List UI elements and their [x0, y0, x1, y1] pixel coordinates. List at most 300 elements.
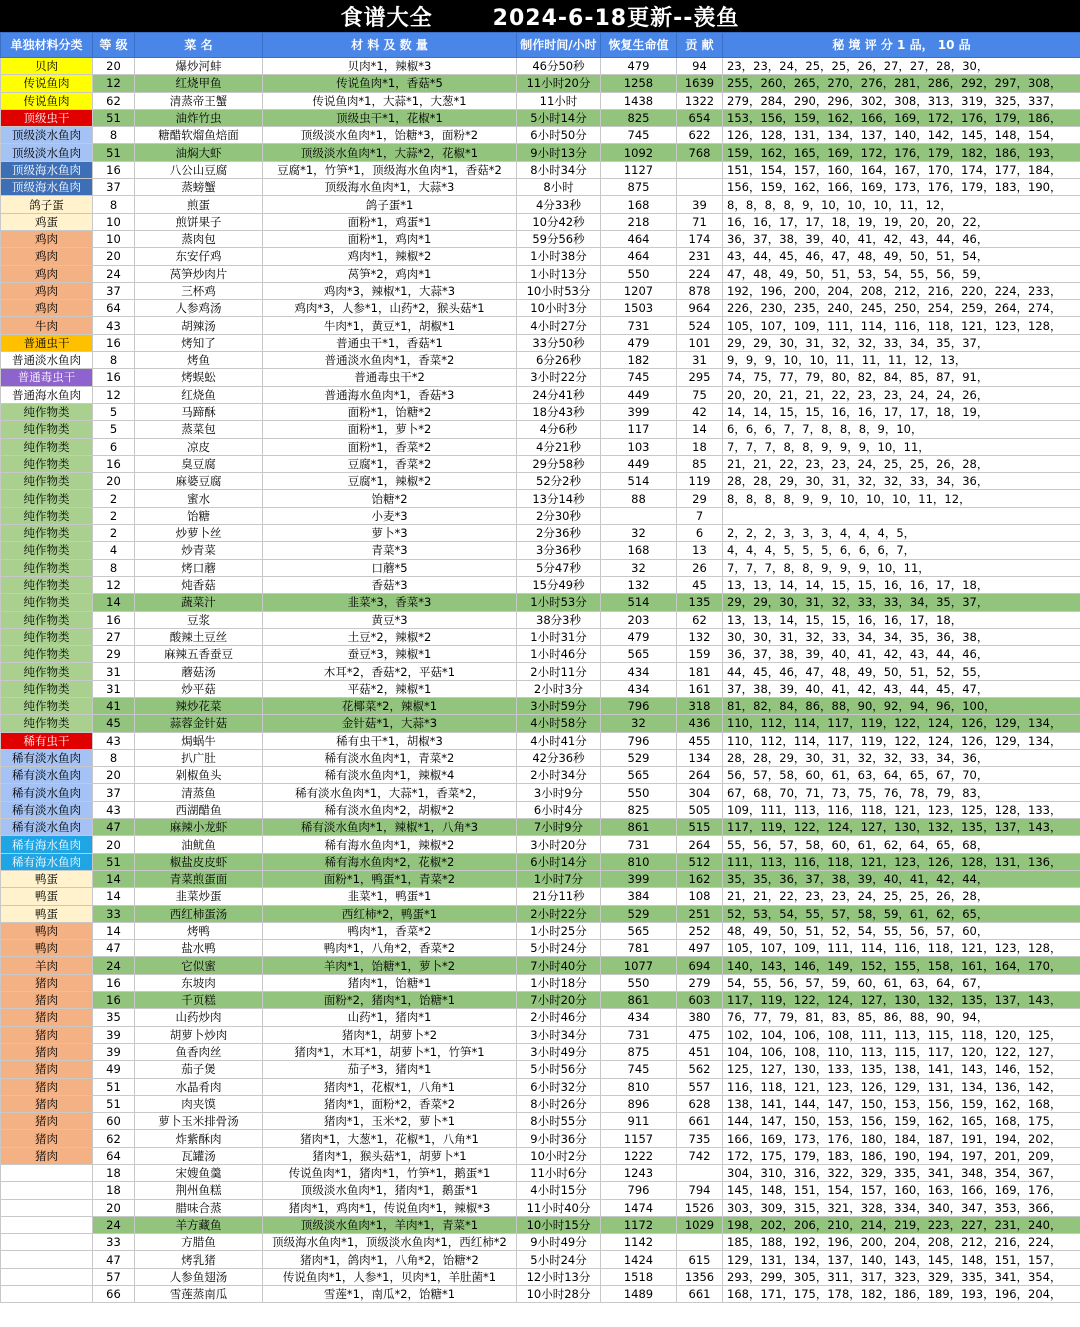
cell-contribution[interactable]: 13: [677, 542, 723, 559]
cell-time[interactable]: 46分50秒: [517, 58, 601, 75]
cell-dish[interactable]: 剁椒鱼头: [135, 767, 263, 784]
cell-time[interactable]: 4分21秒: [517, 438, 601, 455]
cell-dish[interactable]: 蒸螃蟹: [135, 179, 263, 196]
cell-hp[interactable]: 1127: [601, 161, 677, 178]
cell-level[interactable]: 29: [93, 646, 135, 663]
cell-dish[interactable]: 炒萝卜丝: [135, 525, 263, 542]
cell-category[interactable]: [1, 1268, 93, 1285]
cell-score[interactable]: 116，118，121，123，126，129，131，134，136，142，: [723, 1078, 1080, 1095]
cell-contribution[interactable]: 742: [677, 1147, 723, 1164]
cell-score[interactable]: 166，169，173，176，180，184，187，191，194，202，: [723, 1130, 1080, 1147]
cell-contribution[interactable]: 694: [677, 957, 723, 974]
cell-score[interactable]: 159，162，165，169，172，176，179，182，186，193，: [723, 144, 1080, 161]
cell-dish[interactable]: 煎蛋: [135, 196, 263, 213]
cell-dish[interactable]: 油鱿鱼: [135, 836, 263, 853]
cell-materials[interactable]: 豆腐*1，辣椒*2: [263, 473, 517, 490]
cell-score[interactable]: 2，2，2，3，3，3，4，4，4，5，: [723, 525, 1080, 542]
cell-hp[interactable]: 117: [601, 421, 677, 438]
cell-score[interactable]: 117，119，122，124，127，130，132，135，137，143，: [723, 992, 1080, 1009]
cell-hp[interactable]: 1258: [601, 75, 677, 92]
cell-materials[interactable]: 木耳*2，香菇*2，平菇*1: [263, 663, 517, 680]
cell-hp[interactable]: 203: [601, 611, 677, 628]
cell-contribution[interactable]: 654: [677, 109, 723, 126]
cell-dish[interactable]: 萝卜玉米排骨汤: [135, 1113, 263, 1130]
cell-materials[interactable]: 鸭肉*1，八角*2，香菜*2: [263, 940, 517, 957]
cell-category[interactable]: 传说鱼肉: [1, 75, 93, 92]
cell-category[interactable]: 鸡肉: [1, 265, 93, 282]
cell-hp[interactable]: 861: [601, 819, 677, 836]
cell-dish[interactable]: 宋嫂鱼羹: [135, 1165, 263, 1182]
cell-time[interactable]: 59分56秒: [517, 230, 601, 247]
cell-dish[interactable]: 烤知了: [135, 334, 263, 351]
cell-contribution[interactable]: 661: [677, 1113, 723, 1130]
cell-materials[interactable]: 猪肉*1，大葱*1，花椒*1，八角*1: [263, 1130, 517, 1147]
cell-time[interactable]: 52分2秒: [517, 473, 601, 490]
cell-hp[interactable]: 1157: [601, 1130, 677, 1147]
cell-hp[interactable]: 479: [601, 334, 677, 351]
cell-materials[interactable]: 贝肉*1，辣椒*3: [263, 58, 517, 75]
cell-time[interactable]: 6小时14分: [517, 853, 601, 870]
cell-dish[interactable]: 炸紫酥肉: [135, 1130, 263, 1147]
cell-materials[interactable]: 普通毒虫干*2: [263, 369, 517, 386]
cell-contribution[interactable]: 497: [677, 940, 723, 957]
cell-category[interactable]: 纯作物类: [1, 490, 93, 507]
cell-dish[interactable]: 莴笋炒肉片: [135, 265, 263, 282]
cell-score[interactable]: 110，112，114，117，119，122，124，126，129，134，: [723, 715, 1080, 732]
cell-hp[interactable]: 1092: [601, 144, 677, 161]
cell-score[interactable]: 102，104，106，108，111，113，115，118，120，125，: [723, 1026, 1080, 1043]
cell-hp[interactable]: 810: [601, 853, 677, 870]
cell-time[interactable]: 11小时40分: [517, 1199, 601, 1216]
cell-hp[interactable]: 514: [601, 594, 677, 611]
cell-time[interactable]: 3小时9分: [517, 784, 601, 801]
cell-score[interactable]: 43，44，45，46，47，48，49，50，51，54，: [723, 248, 1080, 265]
cell-dish[interactable]: 麻辣小龙虾: [135, 819, 263, 836]
cell-score[interactable]: 13，13，14，15，15，16，16，17，18，: [723, 611, 1080, 628]
cell-dish[interactable]: 方腊鱼: [135, 1234, 263, 1251]
cell-time[interactable]: 5小时14分: [517, 109, 601, 126]
cell-time[interactable]: 1小时38分: [517, 248, 601, 265]
cell-category[interactable]: 纯作物类: [1, 438, 93, 455]
cell-time[interactable]: 10小时28分: [517, 1286, 601, 1303]
cell-materials[interactable]: 传说鱼肉*1，香菇*5: [263, 75, 517, 92]
cell-materials[interactable]: 普通虫干*1，香菇*1: [263, 334, 517, 351]
cell-materials[interactable]: 茄子*3，猪肉*1: [263, 1061, 517, 1078]
cell-contribution[interactable]: 562: [677, 1061, 723, 1078]
cell-materials[interactable]: 稀有淡水鱼肉*1，辣椒*4: [263, 767, 517, 784]
cell-contribution[interactable]: 101: [677, 334, 723, 351]
cell-time[interactable]: 21分11秒: [517, 888, 601, 905]
cell-dish[interactable]: 扒广肚: [135, 749, 263, 766]
cell-contribution[interactable]: 661: [677, 1286, 723, 1303]
cell-dish[interactable]: 凉皮: [135, 438, 263, 455]
cell-category[interactable]: 稀有海水鱼肉: [1, 853, 93, 870]
cell-hp[interactable]: 32: [601, 559, 677, 576]
cell-level[interactable]: 37: [93, 179, 135, 196]
cell-hp[interactable]: 550: [601, 974, 677, 991]
cell-time[interactable]: 9小时13分: [517, 144, 601, 161]
cell-contribution[interactable]: [677, 161, 723, 178]
cell-score[interactable]: 21，21，22，23，23，24，25，25，26，28，: [723, 455, 1080, 472]
cell-time[interactable]: 4小时15分: [517, 1182, 601, 1199]
cell-level[interactable]: 20: [93, 58, 135, 75]
cell-hp[interactable]: 399: [601, 403, 677, 420]
cell-materials[interactable]: 西红柿*2，鸭蛋*1: [263, 905, 517, 922]
cell-dish[interactable]: 麻辣五香蚕豆: [135, 646, 263, 663]
cell-contribution[interactable]: 1639: [677, 75, 723, 92]
cell-score[interactable]: 168，171，175，178，182，186，189，193，196，204，: [723, 1286, 1080, 1303]
cell-category[interactable]: 纯作物类: [1, 611, 93, 628]
cell-materials[interactable]: 顶级海水鱼肉*1，顶级淡水鱼肉*1，西红柿*2: [263, 1234, 517, 1251]
cell-time[interactable]: 11小时6分: [517, 1165, 601, 1182]
cell-contribution[interactable]: 181: [677, 663, 723, 680]
cell-level[interactable]: 60: [93, 1113, 135, 1130]
cell-materials[interactable]: 面粉*2，猪肉*1，饴糖*1: [263, 992, 517, 1009]
cell-dish[interactable]: 山药炒肉: [135, 1009, 263, 1026]
cell-time[interactable]: 1小时13分: [517, 265, 601, 282]
cell-level[interactable]: 18: [93, 1182, 135, 1199]
cell-score[interactable]: 35，35，36，37，38，39，40，41，42，44，: [723, 870, 1080, 887]
cell-dish[interactable]: 焗蜗牛: [135, 732, 263, 749]
cell-dish[interactable]: 烤乳猪: [135, 1251, 263, 1268]
cell-score[interactable]: 126，128，131，134，137，140，142，145，148，154，: [723, 127, 1080, 144]
cell-category[interactable]: 鸭肉: [1, 940, 93, 957]
cell-level[interactable]: 20: [93, 473, 135, 490]
cell-hp[interactable]: 1077: [601, 957, 677, 974]
cell-time[interactable]: 15分49秒: [517, 576, 601, 593]
cell-category[interactable]: [1, 1165, 93, 1182]
cell-level[interactable]: 2: [93, 490, 135, 507]
cell-contribution[interactable]: 159: [677, 646, 723, 663]
cell-score[interactable]: 105，107，109，111，114，116，118，121，123，128，: [723, 940, 1080, 957]
cell-hp[interactable]: 529: [601, 749, 677, 766]
cell-time[interactable]: 6小时50分: [517, 127, 601, 144]
cell-hp[interactable]: 745: [601, 369, 677, 386]
cell-contribution[interactable]: 794: [677, 1182, 723, 1199]
cell-dish[interactable]: 荆州鱼糕: [135, 1182, 263, 1199]
cell-dish[interactable]: 蜜水: [135, 490, 263, 507]
cell-contribution[interactable]: 380: [677, 1009, 723, 1026]
cell-dish[interactable]: 饴糖: [135, 507, 263, 524]
cell-level[interactable]: 20: [93, 767, 135, 784]
cell-materials[interactable]: 青菜*3: [263, 542, 517, 559]
cell-hp[interactable]: 875: [601, 1043, 677, 1060]
cell-level[interactable]: 14: [93, 870, 135, 887]
cell-dish[interactable]: 爆炒河蚌: [135, 58, 263, 75]
cell-category[interactable]: [1, 1182, 93, 1199]
cell-category[interactable]: 纯作物类: [1, 680, 93, 697]
cell-hp[interactable]: 103: [601, 438, 677, 455]
cell-level[interactable]: 27: [93, 628, 135, 645]
cell-hp[interactable]: 745: [601, 1061, 677, 1078]
cell-category[interactable]: 普通海水鱼肉: [1, 386, 93, 403]
cell-time[interactable]: 10小时15分: [517, 1216, 601, 1233]
cell-contribution[interactable]: 436: [677, 715, 723, 732]
cell-time[interactable]: 2分36秒: [517, 525, 601, 542]
cell-contribution[interactable]: 132: [677, 628, 723, 645]
cell-contribution[interactable]: 224: [677, 265, 723, 282]
cell-level[interactable]: 20: [93, 836, 135, 853]
cell-score[interactable]: 52，53，54，55，57，58，59，61，62，65，: [723, 905, 1080, 922]
cell-contribution[interactable]: 603: [677, 992, 723, 1009]
cell-materials[interactable]: 鸭肉*1，香菜*2: [263, 922, 517, 939]
cell-hp[interactable]: 565: [601, 922, 677, 939]
cell-category[interactable]: 纯作物类: [1, 628, 93, 645]
cell-materials[interactable]: 金针菇*1，大蒜*3: [263, 715, 517, 732]
cell-contribution[interactable]: 515: [677, 819, 723, 836]
cell-level[interactable]: 5: [93, 421, 135, 438]
cell-score[interactable]: 7，7，7，8，8，9，9，9，10，11，: [723, 438, 1080, 455]
cell-time[interactable]: 8小时55分: [517, 1113, 601, 1130]
cell-materials[interactable]: 牛肉*1，黄豆*1，胡椒*1: [263, 317, 517, 334]
cell-time[interactable]: 4分6秒: [517, 421, 601, 438]
cell-hp[interactable]: 825: [601, 801, 677, 818]
cell-level[interactable]: 66: [93, 1286, 135, 1303]
cell-materials[interactable]: 豆腐*1，竹笋*1，顶级海水鱼肉*1，香菇*2: [263, 161, 517, 178]
cell-score[interactable]: 156，159，162，166，169，173，176，179，183，190，: [723, 179, 1080, 196]
cell-materials[interactable]: 土豆*2，辣椒*2: [263, 628, 517, 645]
cell-time[interactable]: 42分36秒: [517, 749, 601, 766]
cell-category[interactable]: 稀有海水鱼肉: [1, 836, 93, 853]
cell-dish[interactable]: 炒平菇: [135, 680, 263, 697]
cell-hp[interactable]: 825: [601, 109, 677, 126]
cell-contribution[interactable]: 628: [677, 1095, 723, 1112]
cell-category[interactable]: 顶级淡水鱼肉: [1, 144, 93, 161]
cell-category[interactable]: [1, 1251, 93, 1268]
cell-materials[interactable]: 传说鱼肉*1，猪肉*1，竹笋*1，鹅蛋*1: [263, 1165, 517, 1182]
cell-score[interactable]: 185，188，192，196，200，204，208，212，216，224，: [723, 1234, 1080, 1251]
cell-contribution[interactable]: [677, 1234, 723, 1251]
cell-hp[interactable]: 1518: [601, 1268, 677, 1285]
cell-category[interactable]: 猪肉: [1, 1078, 93, 1095]
cell-dish[interactable]: 胡萝卜炒肉: [135, 1026, 263, 1043]
cell-category[interactable]: 稀有淡水鱼肉: [1, 819, 93, 836]
cell-score[interactable]: 6，6，6，7，7，8，8，8，9，10，: [723, 421, 1080, 438]
cell-hp[interactable]: 1142: [601, 1234, 677, 1251]
cell-time[interactable]: 18分43秒: [517, 403, 601, 420]
cell-level[interactable]: 24: [93, 1216, 135, 1233]
cell-level[interactable]: 51: [93, 144, 135, 161]
cell-hp[interactable]: 88: [601, 490, 677, 507]
cell-category[interactable]: 猪肉: [1, 1009, 93, 1026]
cell-dish[interactable]: 水晶肴肉: [135, 1078, 263, 1095]
cell-materials[interactable]: 黄豆*3: [263, 611, 517, 628]
cell-dish[interactable]: 它似蜜: [135, 957, 263, 974]
cell-hp[interactable]: 218: [601, 213, 677, 230]
cell-time[interactable]: 10小时3分: [517, 300, 601, 317]
cell-time[interactable]: 10分42秒: [517, 213, 601, 230]
cell-category[interactable]: 顶级海水鱼肉: [1, 179, 93, 196]
cell-level[interactable]: 6: [93, 438, 135, 455]
cell-time[interactable]: 1小时18分: [517, 974, 601, 991]
cell-time[interactable]: 2小时46分: [517, 1009, 601, 1026]
cell-score[interactable]: 138，141，144，147，150，153，156，159，162，168，: [723, 1095, 1080, 1112]
cell-level[interactable]: 62: [93, 92, 135, 109]
cell-level[interactable]: 39: [93, 1026, 135, 1043]
cell-level[interactable]: 12: [93, 386, 135, 403]
cell-time[interactable]: 9小时49分: [517, 1234, 601, 1251]
cell-contribution[interactable]: 174: [677, 230, 723, 247]
cell-level[interactable]: 16: [93, 992, 135, 1009]
cell-category[interactable]: 纯作物类: [1, 715, 93, 732]
cell-score[interactable]: 303，309，315，321，328，334，340，347，353，366，: [723, 1199, 1080, 1216]
cell-time[interactable]: 1小时7分: [517, 870, 601, 887]
cell-hp[interactable]: 32: [601, 525, 677, 542]
cell-category[interactable]: 顶级虫干: [1, 109, 93, 126]
cell-score[interactable]: 255，260，265，270，276，281，286，292，297，308，: [723, 75, 1080, 92]
cell-level[interactable]: 16: [93, 369, 135, 386]
cell-hp[interactable]: 1172: [601, 1216, 677, 1233]
cell-time[interactable]: 33分50秒: [517, 334, 601, 351]
cell-score[interactable]: 76，77，79，81，83，85，86，88，90，94，: [723, 1009, 1080, 1026]
cell-contribution[interactable]: 108: [677, 888, 723, 905]
cell-level[interactable]: 10: [93, 230, 135, 247]
cell-level[interactable]: 10: [93, 213, 135, 230]
cell-contribution[interactable]: 135: [677, 594, 723, 611]
cell-hp[interactable]: 550: [601, 265, 677, 282]
cell-score[interactable]: 13，13，14，14，15，15，16，16，17，18，: [723, 576, 1080, 593]
cell-materials[interactable]: 稀有虫干*1，胡椒*3: [263, 732, 517, 749]
cell-category[interactable]: 鸡肉: [1, 248, 93, 265]
cell-hp[interactable]: 464: [601, 248, 677, 265]
cell-category[interactable]: 鸽子蛋: [1, 196, 93, 213]
cell-contribution[interactable]: 45: [677, 576, 723, 593]
cell-materials[interactable]: 豆腐*1，香菜*2: [263, 455, 517, 472]
cell-dish[interactable]: 油焖大虾: [135, 144, 263, 161]
cell-time[interactable]: 2分30秒: [517, 507, 601, 524]
cell-time[interactable]: 3分36秒: [517, 542, 601, 559]
cell-time[interactable]: 3小时22分: [517, 369, 601, 386]
cell-time[interactable]: 5小时56分: [517, 1061, 601, 1078]
cell-dish[interactable]: 东安仔鸡: [135, 248, 263, 265]
cell-time[interactable]: 3小时49分: [517, 1043, 601, 1060]
cell-category[interactable]: 鸡肉: [1, 300, 93, 317]
cell-contribution[interactable]: 964: [677, 300, 723, 317]
cell-score[interactable]: 81，82，84，86，88，90，92，94，96，100，: [723, 697, 1080, 714]
cell-level[interactable]: 39: [93, 1043, 135, 1060]
cell-materials[interactable]: 鸡肉*1，辣椒*2: [263, 248, 517, 265]
cell-hp[interactable]: [601, 507, 677, 524]
cell-score[interactable]: 16，16，17，17，18，19，19，20，20，22，: [723, 213, 1080, 230]
cell-time[interactable]: 8小时: [517, 179, 601, 196]
cell-level[interactable]: 14: [93, 594, 135, 611]
cell-category[interactable]: 牛肉: [1, 317, 93, 334]
cell-contribution[interactable]: 264: [677, 836, 723, 853]
cell-dish[interactable]: 红烧甲鱼: [135, 75, 263, 92]
cell-materials[interactable]: 鸡肉*3，人参*1，山药*2，猴头菇*1: [263, 300, 517, 317]
cell-contribution[interactable]: 512: [677, 853, 723, 870]
cell-time[interactable]: 5小时24分: [517, 1251, 601, 1268]
cell-score[interactable]: 37，38，39，40，41，42，43，44，45，47，: [723, 680, 1080, 697]
cell-dish[interactable]: 红烧鱼: [135, 386, 263, 403]
cell-score[interactable]: 293，299，305，311，317，323，329，335，341，354，: [723, 1268, 1080, 1285]
cell-dish[interactable]: 清蒸鱼: [135, 784, 263, 801]
cell-hp[interactable]: 529: [601, 905, 677, 922]
cell-category[interactable]: 纯作物类: [1, 455, 93, 472]
cell-level[interactable]: 47: [93, 819, 135, 836]
cell-score[interactable]: 44，45，46，47，48，49，50，51，52，55，: [723, 663, 1080, 680]
cell-hp[interactable]: 132: [601, 576, 677, 593]
cell-contribution[interactable]: 134: [677, 749, 723, 766]
cell-time[interactable]: 6小时4分: [517, 801, 601, 818]
cell-time[interactable]: 5分47秒: [517, 559, 601, 576]
cell-dish[interactable]: 蒸菜包: [135, 421, 263, 438]
cell-level[interactable]: 43: [93, 801, 135, 818]
cell-materials[interactable]: 传说鱼肉*1，人参*1，贝肉*1，羊肚菌*1: [263, 1268, 517, 1285]
cell-level[interactable]: 18: [93, 1165, 135, 1182]
cell-dish[interactable]: 烤蜈蚣: [135, 369, 263, 386]
cell-materials[interactable]: 顶级淡水鱼肉*1，饴糖*3，面粉*2: [263, 127, 517, 144]
cell-hp[interactable]: 796: [601, 732, 677, 749]
cell-category[interactable]: 鸡蛋: [1, 213, 93, 230]
cell-dish[interactable]: 椒盐皮皮虾: [135, 853, 263, 870]
cell-score[interactable]: 140，143，146，149，152，155，158，161，164，170，: [723, 957, 1080, 974]
cell-hp[interactable]: 796: [601, 1182, 677, 1199]
cell-hp[interactable]: 1503: [601, 300, 677, 317]
cell-score[interactable]: 56，57，58，60，61，63，64，65，67，70，: [723, 767, 1080, 784]
cell-dish[interactable]: 麻婆豆腐: [135, 473, 263, 490]
cell-materials[interactable]: 面粉*1，饴糖*2: [263, 403, 517, 420]
cell-hp[interactable]: 479: [601, 58, 677, 75]
cell-dish[interactable]: 酸辣土豆丝: [135, 628, 263, 645]
cell-contribution[interactable]: 119: [677, 473, 723, 490]
cell-hp[interactable]: 911: [601, 1113, 677, 1130]
cell-contribution[interactable]: 295: [677, 369, 723, 386]
cell-level[interactable]: 8: [93, 196, 135, 213]
cell-category[interactable]: 稀有淡水鱼肉: [1, 784, 93, 801]
cell-category[interactable]: 普通淡水鱼肉: [1, 352, 93, 369]
cell-dish[interactable]: 东坡肉: [135, 974, 263, 991]
cell-category[interactable]: 纯作物类: [1, 594, 93, 611]
cell-materials[interactable]: 平菇*2，辣椒*1: [263, 680, 517, 697]
cell-score[interactable]: 36，37，38，39，40，41，42，43，44，46，: [723, 646, 1080, 663]
cell-score[interactable]: 111，113，116，118，121，123，126，128，131，136，: [723, 853, 1080, 870]
cell-dish[interactable]: 人参鱼翅汤: [135, 1268, 263, 1285]
cell-category[interactable]: [1, 1286, 93, 1303]
cell-level[interactable]: 41: [93, 697, 135, 714]
cell-score[interactable]: 226，230，235，240，245，250，254，259，264，274，: [723, 300, 1080, 317]
cell-materials[interactable]: 稀有淡水鱼肉*1，大蒜*1，香菜*2，: [263, 784, 517, 801]
cell-hp[interactable]: 565: [601, 646, 677, 663]
cell-materials[interactable]: 稀有海水鱼肉*2，花椒*2: [263, 853, 517, 870]
cell-materials[interactable]: 蚕豆*3，辣椒*1: [263, 646, 517, 663]
cell-level[interactable]: 47: [93, 1251, 135, 1268]
cell-category[interactable]: 猪肉: [1, 992, 93, 1009]
cell-materials[interactable]: 猪肉*1，花椒*1，八角*1: [263, 1078, 517, 1095]
cell-score[interactable]: 47，48，49，50，51，53，54，55，56，59，: [723, 265, 1080, 282]
cell-materials[interactable]: 普通淡水鱼肉*1，香菜*2: [263, 352, 517, 369]
cell-dish[interactable]: 茄子煲: [135, 1061, 263, 1078]
cell-contribution[interactable]: [677, 179, 723, 196]
cell-dish[interactable]: 鱼香肉丝: [135, 1043, 263, 1060]
cell-materials[interactable]: 稀有淡水鱼肉*2，胡椒*2: [263, 801, 517, 818]
cell-contribution[interactable]: 75: [677, 386, 723, 403]
cell-hp[interactable]: 745: [601, 127, 677, 144]
cell-category[interactable]: 羊肉: [1, 957, 93, 974]
cell-category[interactable]: 鸭蛋: [1, 888, 93, 905]
cell-score[interactable]: 304，310，316，322，329，335，341，348，354，367，: [723, 1165, 1080, 1182]
cell-score[interactable]: 153，156，159，162，166，169，172，176，179，186，: [723, 109, 1080, 126]
cell-dish[interactable]: 人参鸡汤: [135, 300, 263, 317]
cell-time[interactable]: 8小时26分: [517, 1095, 601, 1112]
cell-category[interactable]: 稀有虫干: [1, 732, 93, 749]
cell-dish[interactable]: 西红柿蛋汤: [135, 905, 263, 922]
cell-time[interactable]: 1小时46分: [517, 646, 601, 663]
cell-category[interactable]: 纯作物类: [1, 473, 93, 490]
cell-category[interactable]: 顶级淡水鱼肉: [1, 127, 93, 144]
cell-score[interactable]: 105，107，109，111，114，116，118，121，123，128，: [723, 317, 1080, 334]
cell-hp[interactable]: 731: [601, 1026, 677, 1043]
